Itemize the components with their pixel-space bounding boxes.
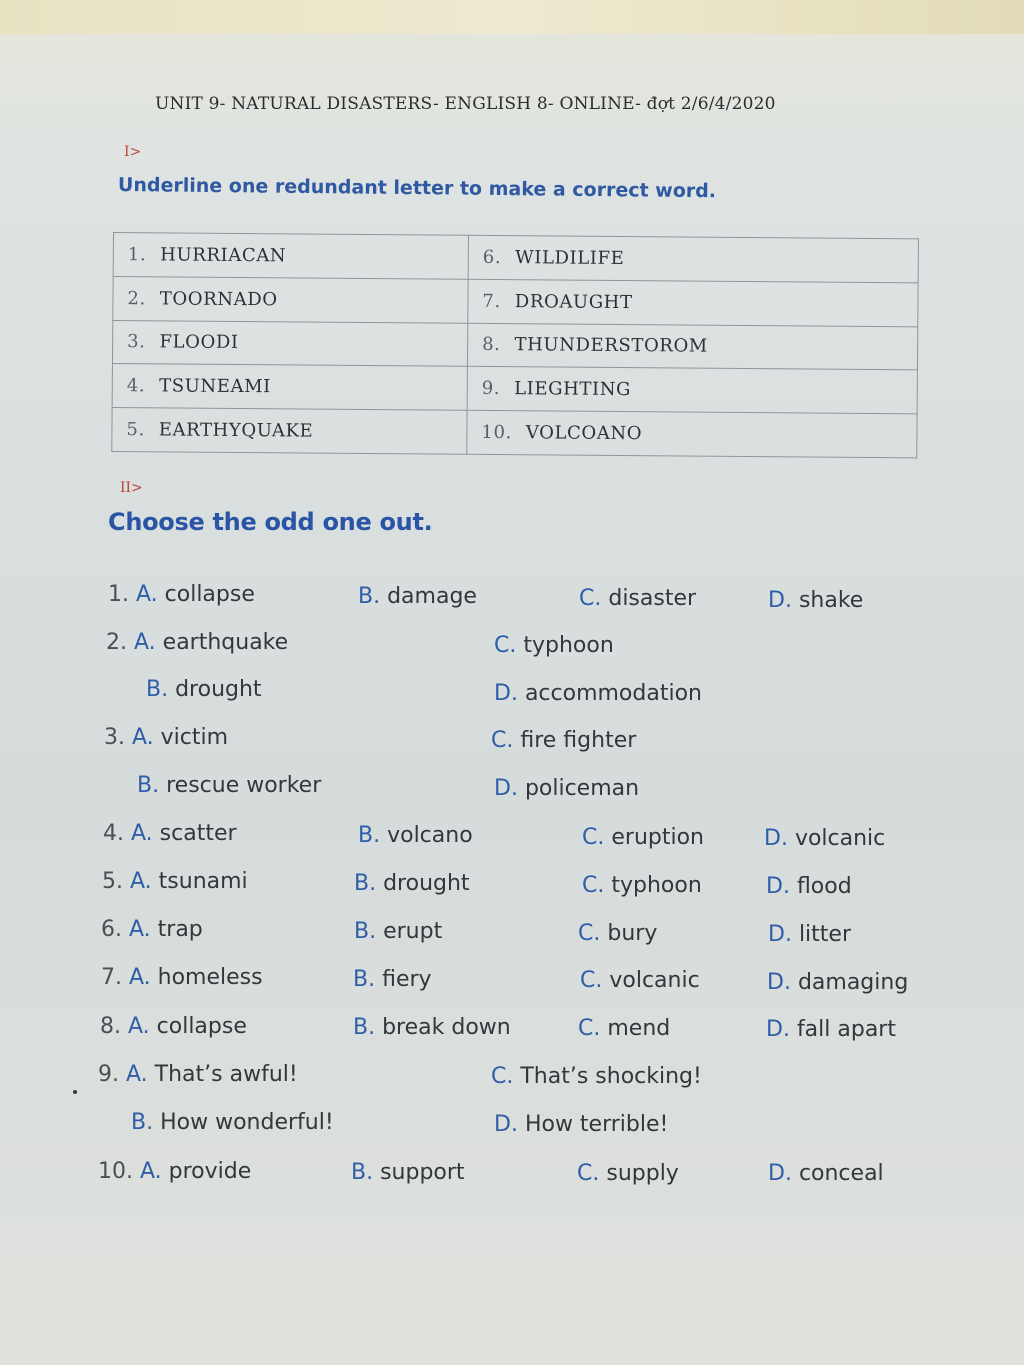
word-cell bbox=[113, 276, 468, 323]
question-5-option-a: 5. A. tsunami bbox=[102, 869, 248, 894]
misspelled-word: FLOODI bbox=[159, 331, 239, 354]
question-4-option-a: 4. A. scatter bbox=[103, 821, 237, 846]
question-8-option-c: C. mend bbox=[578, 1016, 671, 1041]
item-number: 10. bbox=[481, 421, 512, 444]
word-table bbox=[111, 232, 919, 458]
item-number: 3. bbox=[127, 331, 146, 353]
page-top-edge bbox=[0, 0, 1024, 34]
worksheet-title: UNIT 9- NATURAL DISASTERS- ENGLISH 8- ONLINE- đợt 2/6/4/2020 bbox=[155, 94, 776, 114]
question-1-option-c: C. disaster bbox=[579, 586, 697, 611]
question-2-option-d: D. accommodation bbox=[494, 681, 702, 706]
question-3-option-b: B. rescue worker bbox=[137, 773, 322, 798]
question-5-option-d: D. flood bbox=[766, 874, 852, 899]
misspelled-word: DROAUGHT bbox=[514, 290, 633, 313]
item-number: 5. bbox=[126, 419, 145, 441]
section-2-mark: II> bbox=[120, 480, 143, 496]
misspelled-word: HURRIACAN bbox=[160, 244, 287, 267]
word-cell bbox=[467, 367, 917, 414]
word-cell bbox=[112, 364, 467, 411]
section-2-instruction: Choose the odd one out. bbox=[108, 508, 433, 536]
stray-dot bbox=[73, 1090, 77, 1094]
word-cell bbox=[468, 235, 918, 282]
misspelled-word: WILDILIFE bbox=[515, 247, 625, 269]
table-row bbox=[112, 408, 917, 458]
question-2-option-b: B. drought bbox=[146, 677, 262, 702]
question-2-option-c: C. typhoon bbox=[494, 633, 614, 658]
question-9-option-d: D. How terrible! bbox=[494, 1112, 669, 1137]
question-7-option-d: D. damaging bbox=[767, 970, 909, 995]
question-6-option-a: 6. A. trap bbox=[101, 917, 203, 942]
table-row bbox=[113, 233, 918, 283]
item-number: 2. bbox=[127, 287, 146, 309]
question-6-option-d: D. litter bbox=[768, 922, 851, 947]
section-1-mark: I> bbox=[124, 144, 142, 160]
question-6-option-c: C. bury bbox=[578, 921, 658, 946]
question-8-option-d: D. fall apart bbox=[766, 1017, 896, 1042]
table-row bbox=[113, 276, 918, 326]
word-cell bbox=[112, 320, 467, 367]
item-number: 8. bbox=[482, 334, 501, 356]
item-number: 6. bbox=[482, 246, 502, 268]
question-8-option-a: 8. A. collapse bbox=[100, 1014, 247, 1039]
question-1-option-a: 1. A. collapse bbox=[108, 582, 255, 607]
word-cell bbox=[112, 408, 467, 455]
question-6-option-b: B. erupt bbox=[354, 919, 443, 944]
question-7-option-c: C. volcanic bbox=[580, 968, 700, 993]
question-9-option-c: C. That’s shocking! bbox=[491, 1064, 702, 1089]
word-cell bbox=[467, 323, 917, 370]
misspelled-word: VOLCOANO bbox=[525, 422, 643, 445]
question-2-option-a: 2. A. earthquake bbox=[106, 630, 289, 655]
question-7-option-a: 7. A. homeless bbox=[101, 965, 263, 990]
table-row bbox=[112, 364, 917, 414]
item-number: 9. bbox=[481, 378, 501, 400]
question-3-option-d: D. policeman bbox=[494, 776, 640, 801]
word-cell bbox=[467, 410, 917, 457]
question-7-option-b: B. fiery bbox=[353, 967, 432, 992]
question-4-option-c: C. eruption bbox=[582, 825, 704, 850]
item-number: 7. bbox=[482, 290, 501, 312]
item-number: 1. bbox=[127, 244, 147, 266]
question-3-option-c: C. fire fighter bbox=[491, 728, 637, 753]
table-row bbox=[112, 320, 917, 370]
question-4-option-b: B. volcano bbox=[358, 823, 473, 848]
section-1-instruction: Underline one redundant letter to make a correct word. bbox=[117, 174, 717, 203]
misspelled-word: EARTHYQUAKE bbox=[158, 419, 314, 442]
question-3-option-a: 3. A. victim bbox=[104, 725, 229, 750]
question-10-option-a: 10. A. provide bbox=[98, 1159, 252, 1184]
item-number: 4. bbox=[126, 375, 146, 397]
question-10-option-d: D. conceal bbox=[768, 1161, 884, 1186]
question-5-option-c: C. typhoon bbox=[582, 873, 702, 898]
misspelled-word: LIEGHTING bbox=[514, 378, 632, 401]
question-10-option-c: C. supply bbox=[577, 1161, 679, 1186]
question-4-option-d: D. volcanic bbox=[764, 826, 886, 851]
question-10-option-b: B. support bbox=[351, 1160, 465, 1185]
question-8-option-b: B. break down bbox=[353, 1015, 511, 1040]
question-1-option-b: B. damage bbox=[358, 584, 477, 609]
misspelled-word: TSUNEAMI bbox=[159, 375, 271, 398]
question-1-option-d: D. shake bbox=[768, 588, 864, 613]
word-cell bbox=[468, 279, 918, 326]
question-9-option-b: B. How wonderful! bbox=[131, 1110, 334, 1135]
word-cell bbox=[113, 233, 468, 280]
question-9-option-a: 9. A. That’s awful! bbox=[98, 1062, 298, 1087]
misspelled-word: TOORNADO bbox=[159, 288, 278, 310]
misspelled-word: THUNDERSTOROM bbox=[514, 334, 708, 358]
question-5-option-b: B. drought bbox=[354, 871, 470, 896]
